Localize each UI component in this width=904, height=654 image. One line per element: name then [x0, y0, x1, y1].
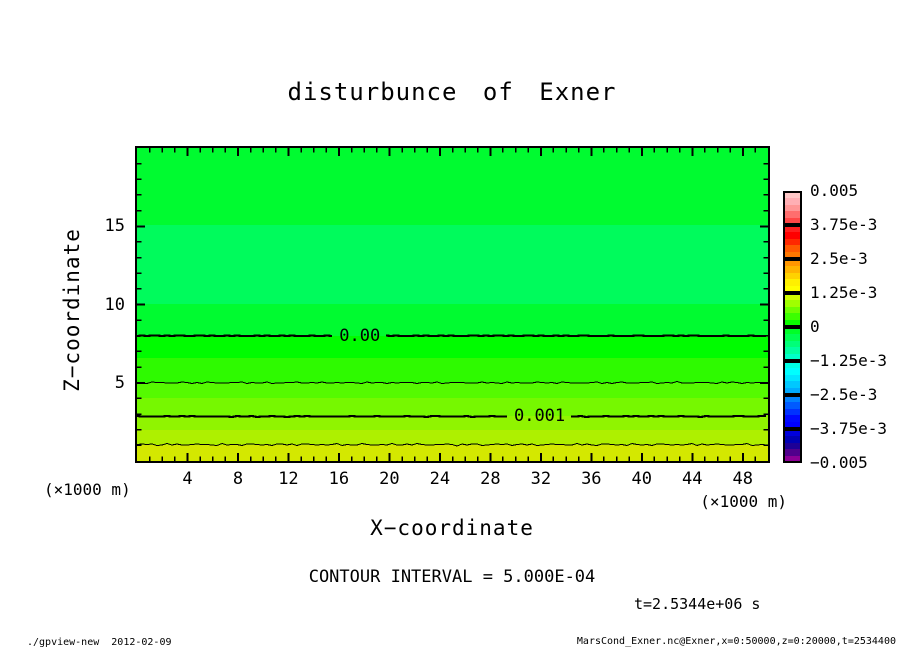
y-tick-label: 10 [104, 294, 125, 315]
time-annotation: t=2.5344e+06 s [634, 595, 761, 613]
footer-program-date: ./gpview-new 2012-02-09 [27, 637, 172, 648]
contour-interval-note: CONTOUR INTERVAL = 5.000E-04 [308, 567, 596, 587]
colorbar-box [783, 293, 802, 327]
colorbar-box [783, 361, 802, 395]
chart-title: disturbunce of Exner [287, 78, 617, 106]
y-tick-label: 5 [114, 372, 125, 393]
colorbar-label: 2.5e-3 [810, 249, 868, 268]
colorbar-box [783, 395, 802, 429]
x-tick-label: 28 [480, 469, 501, 489]
colorbar-label: −3.75e-3 [810, 419, 888, 438]
colorbar-box [783, 225, 802, 259]
x-tick-label: 36 [581, 469, 602, 489]
contour-ticks-overlay [137, 148, 768, 461]
x-tick-label: 48 [732, 469, 753, 489]
colorbar-box [783, 191, 802, 225]
colorbar-label: 1.25e-3 [810, 283, 878, 302]
x-tick-label: 20 [379, 469, 400, 489]
colorbar-box [783, 429, 802, 463]
x-axis-unit-right: (×1000 m) [700, 492, 787, 511]
colorbar-label: −2.5e-3 [810, 385, 878, 404]
contour-label: 0.00 [339, 325, 381, 346]
colorbar-label: −0.005 [810, 453, 868, 472]
x-tick-label: 8 [232, 469, 244, 489]
plot-area [135, 146, 770, 463]
x-axis-title: X−coordinate [370, 516, 534, 540]
x-tick-label: 40 [631, 469, 653, 489]
x-axis-unit-left: (×1000 m) [44, 480, 131, 499]
contour-line [571, 416, 766, 417]
x-tick-label: 44 [682, 469, 703, 489]
x-tick-label: 4 [182, 469, 193, 489]
colorbar-box [783, 327, 802, 361]
colorbar-label: 3.75e-3 [810, 215, 878, 234]
contour-line [137, 336, 332, 337]
contour-line [137, 382, 767, 384]
x-tick-label: 16 [328, 469, 350, 489]
y-axis-title: Z−coordinate [60, 228, 84, 392]
colorbar-label: −1.25e-3 [810, 351, 888, 370]
colorbar-box [783, 259, 802, 293]
x-tick-label: 12 [278, 469, 299, 489]
colorbar-label: 0 [810, 317, 820, 336]
contour-line [137, 444, 767, 447]
colorbar [783, 191, 802, 463]
x-tick-label: 32 [530, 469, 552, 489]
contour-line [137, 416, 507, 417]
contour-line [386, 336, 766, 337]
x-tick-label: 24 [429, 469, 451, 489]
footer-data-source: MarsCond_Exner.nc@Exner,x=0:50000,z=0:20000,t=2534400 [576, 636, 896, 647]
y-tick-label: 15 [104, 216, 125, 237]
contour-label: 0.001 [513, 406, 566, 427]
colorbar-label: 0.005 [810, 181, 859, 200]
